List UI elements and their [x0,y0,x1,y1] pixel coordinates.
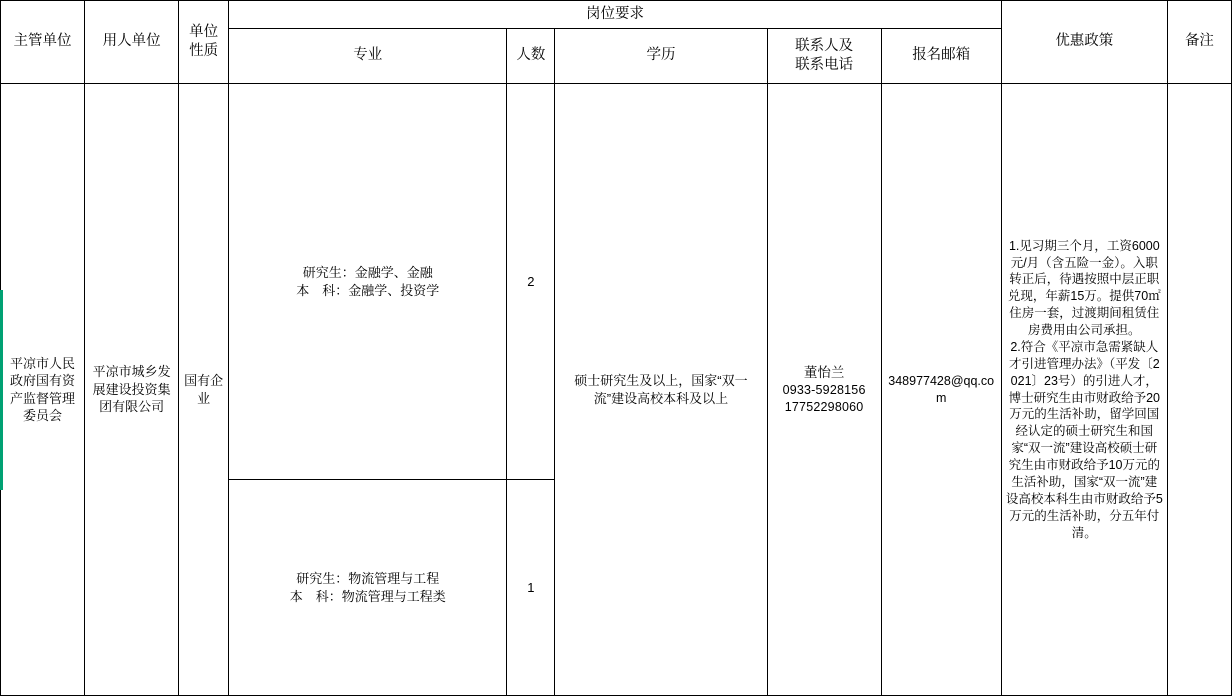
cell-headcount: 2 [507,84,555,480]
cell-employer-unit: 平凉市城乡发展建设投资集团有限公司 [85,84,179,696]
header-major: 专业 [229,29,507,84]
header-contact [767,29,881,84]
header-headcount: 人数 [507,29,555,84]
major-line-graduate: 研究生：物流管理与工程 [296,571,440,587]
major-line-undergraduate: 本 科：物流管理与工程类 [289,588,446,604]
header-email: 报名邮箱 [881,29,1001,84]
cell-headcount: 1 [507,480,555,696]
header-contact-line1: 联系人及 [795,37,854,54]
header-education: 学历 [555,29,767,84]
cell-contact [767,84,881,696]
cell-remarks [1167,84,1231,696]
table-row [1,84,1232,480]
cell-major [229,84,507,480]
contact-phone-mobile: 17752298060 [784,399,864,414]
cell-education: 硕士研究生及以上，国家“双一流”建设高校本科及以上 [555,84,767,696]
cell-supervisor-unit: 平凉市人民政府国有资产监督管理委员会 [1,84,85,696]
header-remarks: 备注 [1167,1,1231,84]
row-accent-marker [0,290,3,490]
cell-major [229,480,507,696]
header-contact-line2: 联系电话 [795,57,854,74]
contact-person-name: 董怡兰 [803,364,845,380]
header-supervisor-unit: 主管单位 [1,1,85,84]
header-job-requirements: 岗位要求 [229,1,1002,29]
policy-paragraph-2: 2.符合《平凉市急需紧缺人才引进管理办法》（平发〔2021〕23号）的引进人才，博士研究生由市财政给予20万元的生活补助，留学回国经认定的硕士研究生和国家“双一流”建设高校硕士研究生由市财政给予10万元的生活补助，国家“双一流”建设高校本科生由市财政给予5万元的生活补助，分五年付清。 [1005,339,1163,540]
cell-policy [1001,84,1167,696]
policy-paragraph-1: 1.见习期三个月，工资6000元/月（含五险一金）。入职转正后，待遇按照中层正职兑现，年薪15万。提供70㎡住房一套，过渡期间租赁住房费用由公司承担。 [1007,238,1161,338]
header-unit-nature-line1: 单位 [189,23,219,40]
header-policy: 优惠政策 [1001,1,1167,84]
cell-unit-nature: 国有企业 [179,84,229,696]
table-header-row-1 [1,1,1232,29]
major-line-graduate: 研究生：金融学、金融 [302,265,433,281]
contact-phone-office: 0933-5928156 [782,382,866,397]
header-employer-unit: 用人单位 [85,1,179,84]
cell-email: 348977428@qq.com [881,84,1001,696]
header-unit-nature-line2: 性质 [189,43,219,60]
major-line-undergraduate: 本 科：金融学、投资学 [296,282,440,298]
header-unit-nature [179,1,229,84]
